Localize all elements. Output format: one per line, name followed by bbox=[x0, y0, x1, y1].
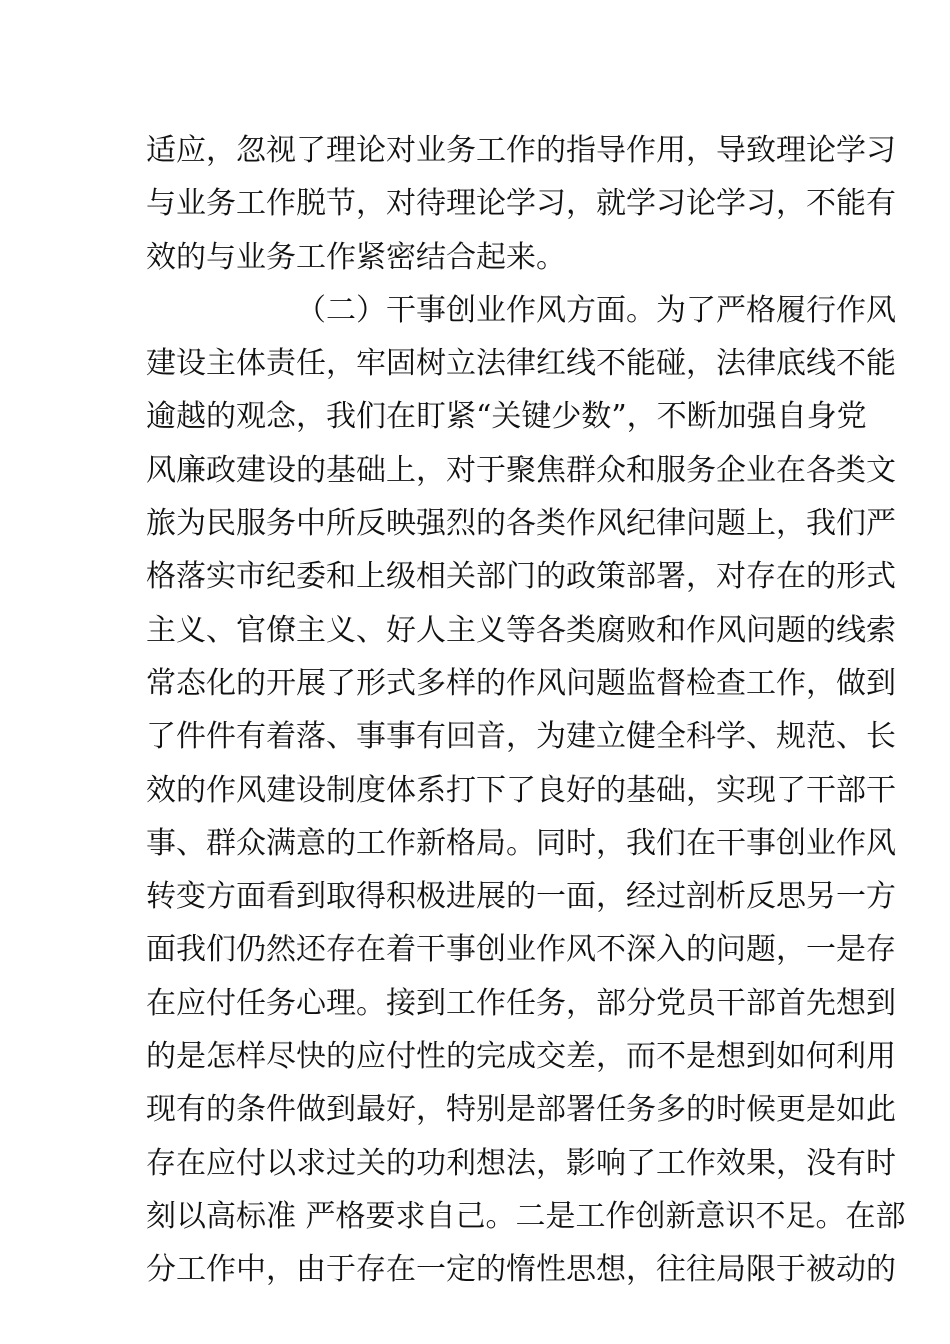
section-heading-line: （二）干事创业作风方面。为了严格履行作风 bbox=[296, 292, 896, 328]
text-line: 存在应付以求过关的功利想法，影响了工作效果，没有时 bbox=[146, 1145, 896, 1181]
text-line: 适应，忽视了理论对业务工作的指导作用，导致理论学习 bbox=[146, 133, 896, 168]
text-line: 面我们仍然还存在着干事创业作风不深入的问题，一是存 bbox=[146, 932, 896, 968]
text-line: 在应付任务心理。接到工作任务，部分党员干部首先想到 bbox=[146, 985, 896, 1021]
body-text bbox=[146, 124, 906, 1297]
text-line: 效的作风建设制度体系打下了良好的基础，实现了干部干 bbox=[146, 772, 896, 808]
text-line: 效的与业务工作紧密结合起来。 bbox=[146, 239, 566, 275]
text-line: 与业务工作脱节，对待理论学习，就学习论学习，不能有 bbox=[146, 186, 896, 222]
text-line: 转变方面看到取得积极进展的一面，经过剖析反思另一方 bbox=[146, 879, 896, 915]
text-line: 旅为民服务中所反映强烈的各类作风纪律问题上，我们严 bbox=[146, 506, 896, 542]
text-line: 风廉政建设的基础上，对于聚焦群众和服务企业在各类文 bbox=[146, 452, 896, 488]
text-line: 现有的条件做到最好，特别是部署任务多的时候更是如此 bbox=[146, 1092, 896, 1128]
text-line: 建设主体责任，牢固树立法律红线不能碰，法律底线不能 bbox=[146, 346, 896, 382]
text-line: 了件件有着落、事事有回音，为建立健全科学、规范、长 bbox=[146, 719, 896, 755]
text-line: 主义、官僚主义、好人主义等各类腐败和作风问题的线索 bbox=[146, 612, 896, 648]
text-line: 逾越的观念，我们在盯紧“关键少数”，不断加强自身党 bbox=[146, 399, 867, 435]
text-line: 刻以高标准 严格要求自己。二是工作创新意识不足。在部 bbox=[146, 1198, 906, 1234]
text-line: 分工作中，由于存在一定的惰性思想，往往局限于被动的 bbox=[146, 1252, 896, 1288]
text-line: 格落实市纪委和上级相关部门的政策部署，对存在的形式 bbox=[146, 559, 896, 595]
text-line: 事、群众满意的工作新格局。同时，我们在干事创业作风 bbox=[146, 825, 896, 861]
text-line: 常态化的开展了形式多样的作风问题监督检查工作，做到 bbox=[146, 665, 896, 701]
text-line: 的是怎样尽快的应付性的完成交差，而不是想到如何利用 bbox=[146, 1039, 896, 1075]
